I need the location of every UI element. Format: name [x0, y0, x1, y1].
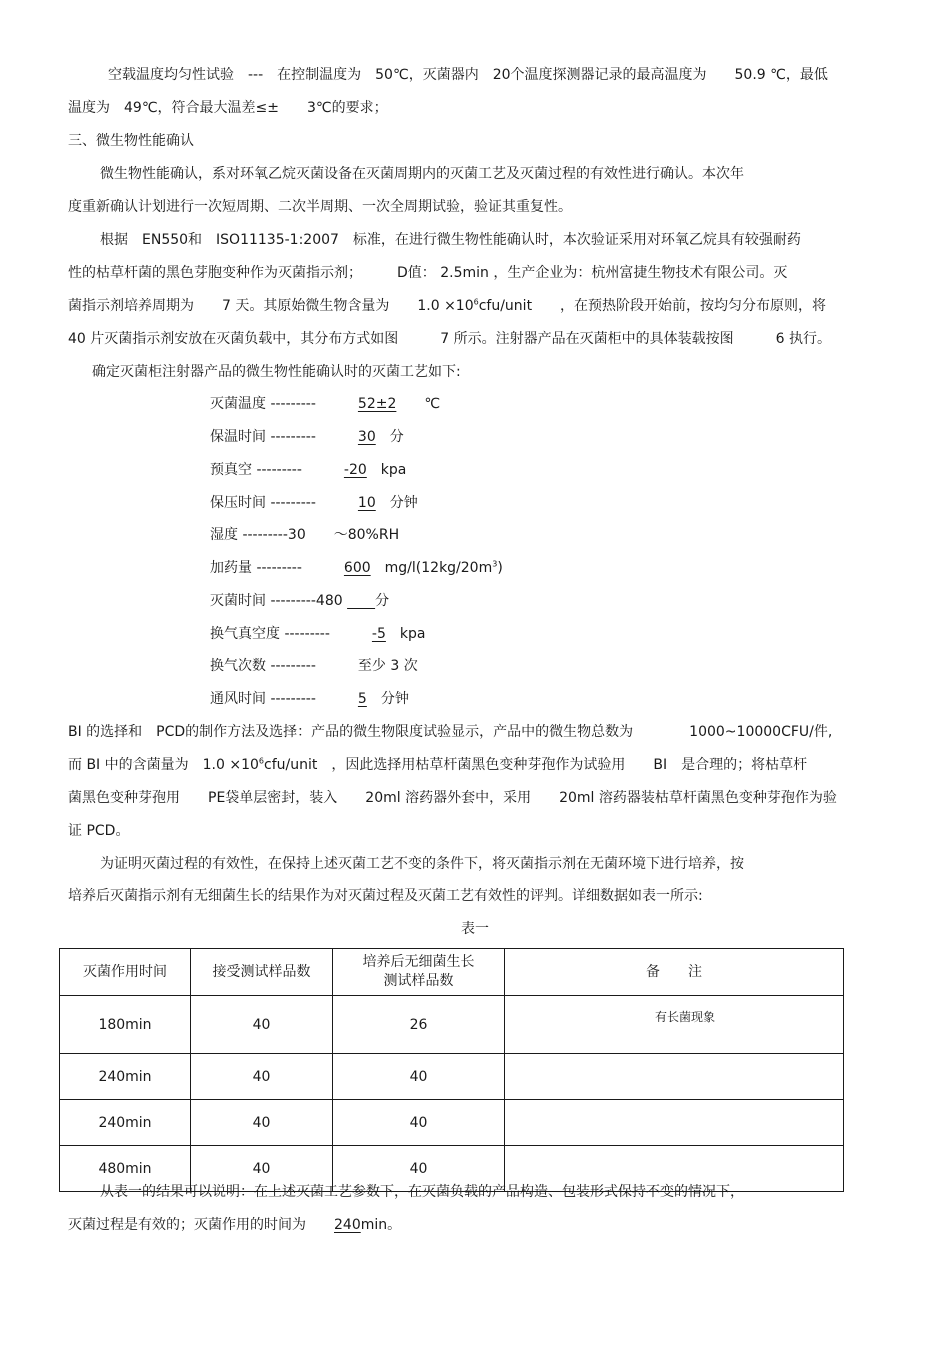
cell-no-growth: 40: [333, 1100, 505, 1146]
cell-time: 480min: [60, 1146, 191, 1192]
param-exchange-count: 换气次数 --------- 至少 3 次: [210, 658, 418, 674]
bi-text-line4: 证 PCD。: [68, 823, 130, 839]
cell-no-growth: 26: [333, 996, 505, 1054]
cell-tested: 40: [191, 1146, 333, 1192]
cell-remarks: 有长菌现象: [505, 996, 844, 1054]
section-title: 三、微生物性能确认: [68, 133, 194, 149]
uniformity-text-line1: 空载温度均匀性试验 --- 在控制温度为 50℃，灭菌器内 20个温度探测器记录的最高温度为 50.9 ℃，最低: [108, 67, 828, 83]
cell-tested: 40: [191, 996, 333, 1054]
param-pre-vacuum: 预真空 --------- -20 kpa: [210, 462, 407, 478]
header-remarks: 备 注: [505, 949, 844, 996]
validation-text-line1: 为证明灭菌过程的有效性，在保持上述灭菌工艺不变的条件下，将灭菌指示剂在无菌环境下进行培养，按: [100, 856, 744, 872]
uniformity-text-line2: 温度为 49℃，符合最大温差≤± 3℃的要求；: [68, 100, 388, 116]
conclusion-text-line1: 从表一的结果可以说明：在上述灭菌工艺参数下，在灭菌负载的产品构造、包装形式保持不变的情况下，: [100, 1184, 744, 1200]
process-intro: 确定灭菌柜注射器产品的微生物性能确认时的灭菌工艺如下:: [92, 364, 461, 380]
bi-text-line3: 菌黑色变种芽孢用 PE袋单层密封，装入 20ml 溶药器外套中，采用 20ml 溶药器装枯草杆菌黑色变种芽孢作为验: [68, 790, 837, 806]
standard-text-line1: 根据 EN550和 ISO11135-1:2007 标准，在进行微生物性能确认时，本次验证采用对环氧乙烷具有较强耐药: [100, 232, 801, 248]
standard-text-line4: 40 片灭菌指示剂安放在灭菌负载中，其分布方式如图 7 所示。注射器产品在灭菌柜中的具体装载按图 6 执行。: [68, 331, 831, 347]
param-sterilization-temperature: 灭菌温度 --------- 52±2 ℃: [210, 396, 441, 412]
cell-tested: 40: [191, 1054, 333, 1100]
conclusion-text-line2: 灭菌过程是有效的；灭菌作用的时间为 240min。: [68, 1217, 402, 1233]
cell-tested: 40: [191, 1100, 333, 1146]
param-humidity: 湿度 ---------30 ～80%RH: [210, 527, 400, 543]
results-table: [59, 948, 844, 1192]
standard-text-line2: 性的枯草杆菌的黑色芽胞变种作为灭菌指示剂； D值： 2.5min ，生产企业为：杭州富捷生物技术有限公司。灭: [68, 265, 788, 281]
standard-text-line3: 菌指示剂培养周期为 7 天。其原始微生物含量为 $1.0 \times 10^6cfu$/unit ，在预热阶段开始前，按均匀分布原则，将: [68, 297, 827, 314]
header-sterilization-time: 灭菌作用时间: [60, 949, 191, 996]
bi-text-line1: BI 的选择和 PCD的制作方法及选择：产品的微生物限度试验显示，产品中的微生物总数为 1000~10000CFU/件,: [68, 724, 833, 740]
intro-text-line1: 微生物性能确认，系对环氧乙烷灭菌设备在灭菌周期内的灭菌工艺及灭菌过程的有效性进行确认。本次年: [100, 166, 744, 182]
cell-time: 240min: [60, 1100, 191, 1146]
cell-remarks: [505, 1054, 844, 1100]
validation-text-line2: 培养后灭菌指示剂有无细菌生长的结果作为对灭菌过程及灭菌工艺有效性的评判。详细数据如表一所示:: [68, 888, 703, 904]
param-dose: 加药量 --------- 600 $mg/l(12kg/20m^3)$: [210, 559, 503, 576]
param-ventilation-time: 通风时间 --------- 5 分钟: [210, 691, 409, 707]
table-row: [60, 996, 844, 1054]
intro-text-line2: 度重新确认计划进行一次短周期、二次半周期、一次全周期试验，验证其重复性。: [68, 199, 572, 215]
cell-time: 180min: [60, 996, 191, 1054]
cell-remarks: [505, 1100, 844, 1146]
header-no-growth-samples: 培养后无细菌生长 测试样品数: [333, 949, 505, 996]
table-row: [60, 1100, 844, 1146]
header-tested-samples: 接受测试样品数: [191, 949, 333, 996]
param-sterilization-time: 灭菌时间 ---------480 分: [210, 593, 390, 609]
table-header-row: [60, 949, 844, 996]
cell-no-growth: 40: [333, 1146, 505, 1192]
param-hold-time: 保温时间 --------- 30 分: [210, 429, 404, 445]
table-row: [60, 1054, 844, 1100]
param-exchange-vacuum: 换气真空度 --------- -5 kpa: [210, 626, 426, 642]
cell-time: 240min: [60, 1054, 191, 1100]
bi-text-line2: 而 BI 中的含菌量为 $1.0 \times 10^6cfu$/unit ，因此选择用枯草杆菌黑色变种芽孢作为试验用 BI 是合理的；将枯草杆: [68, 756, 808, 773]
param-pressure-hold: 保压时间 --------- 10 分钟: [210, 495, 418, 511]
cell-no-growth: 40: [333, 1054, 505, 1100]
table-caption: 表一: [461, 921, 489, 937]
